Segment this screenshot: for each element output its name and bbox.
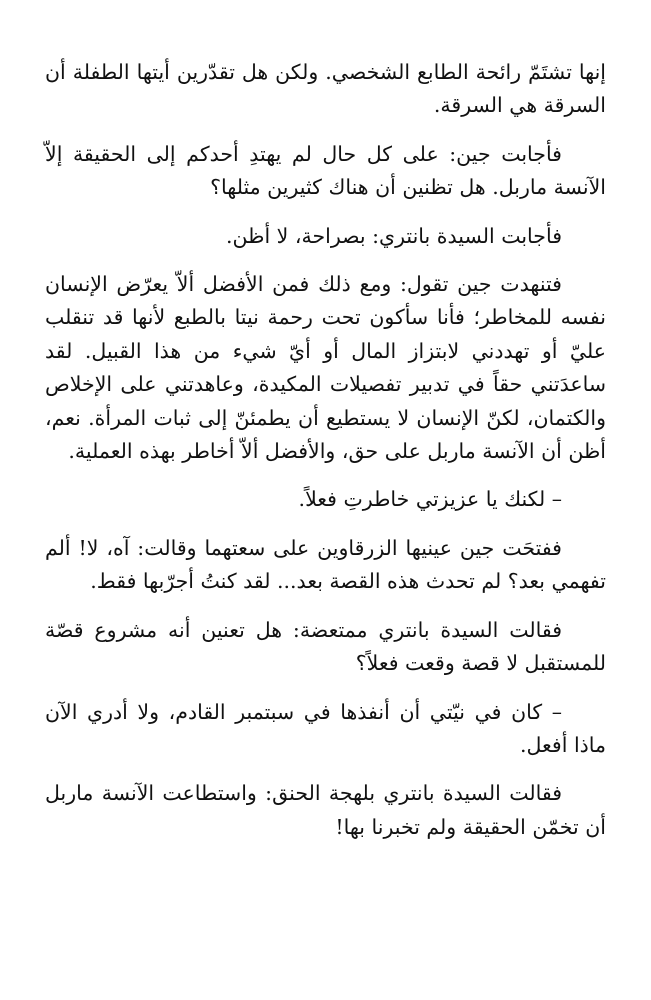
paragraph-7: فقالت السيدة بانتري ممتعضة: هل تعنين أنه مشروع قصّة للمستقبل لا قصة وقعت فعلاً؟ <box>45 617 606 676</box>
paragraph-5: – لكنك يا عزيزتي خاطرتِ فعلاً. <box>298 487 562 512</box>
paragraph-9: فقالت السيدة بانتري بلهجة الحنق: واستطاعت الآنسة ماربل أن تخمّن الحقيقة ولم تخبرنا بها! <box>45 781 606 839</box>
paragraph-1: إنها تشتَمّ رائحة الطابع الشخصي. ولكن هل تقدّرين أيتها الطفلة أن السرقة هي السرقة. <box>45 60 606 118</box>
paragraph-4: فتنهدت جين تقول: ومع ذلك فمن الأفضل ألاّ يعرّض الإنسان نفسه للمخاطر؛ فأنا سأكون تحت رحمة نيتا بالطبع لأنها قد تنقلب عليّ أو تهددني لابتزاز المال أو أيّ شيء من هذا القبيل. لقد ساعدَتني حقاً في تدبير تفصيلات المكيدة، وعاهدتني على الإخلاص والكتمان، لكنّ الإنسان لا يستطيع أن يطمئنّ إلى ثبات المرأة. نعم، أظن أن الآنسة ماربل على حق، والأفضل ألاّ أخاطر بهذه العملية. <box>45 272 606 464</box>
paragraph-8: – كان في نيّتي أن أنفذها في سبتمبر القادم، ولا أدري الآن ماذا أفعل. <box>45 699 606 757</box>
paragraph-2: فأجابت جين: على كل حال لم يهتدِ أحدكم إلى الحقيقة إلاّ الآنسة ماربل. هل تظنين أن هناك كثيرين مثلها؟ <box>45 141 606 200</box>
paragraph-3: فأجابت السيدة بانتري: بصراحة، لا أظن. <box>226 223 562 248</box>
paragraph-6: ففتحَت جين عينيها الزرقاوين على سعتهما وقالت: آه، لا! ألم تفهمي بعد؟ لم تحدث هذه القصة بعد... لقد كنتُ أجرّبها فقط. <box>45 535 606 594</box>
